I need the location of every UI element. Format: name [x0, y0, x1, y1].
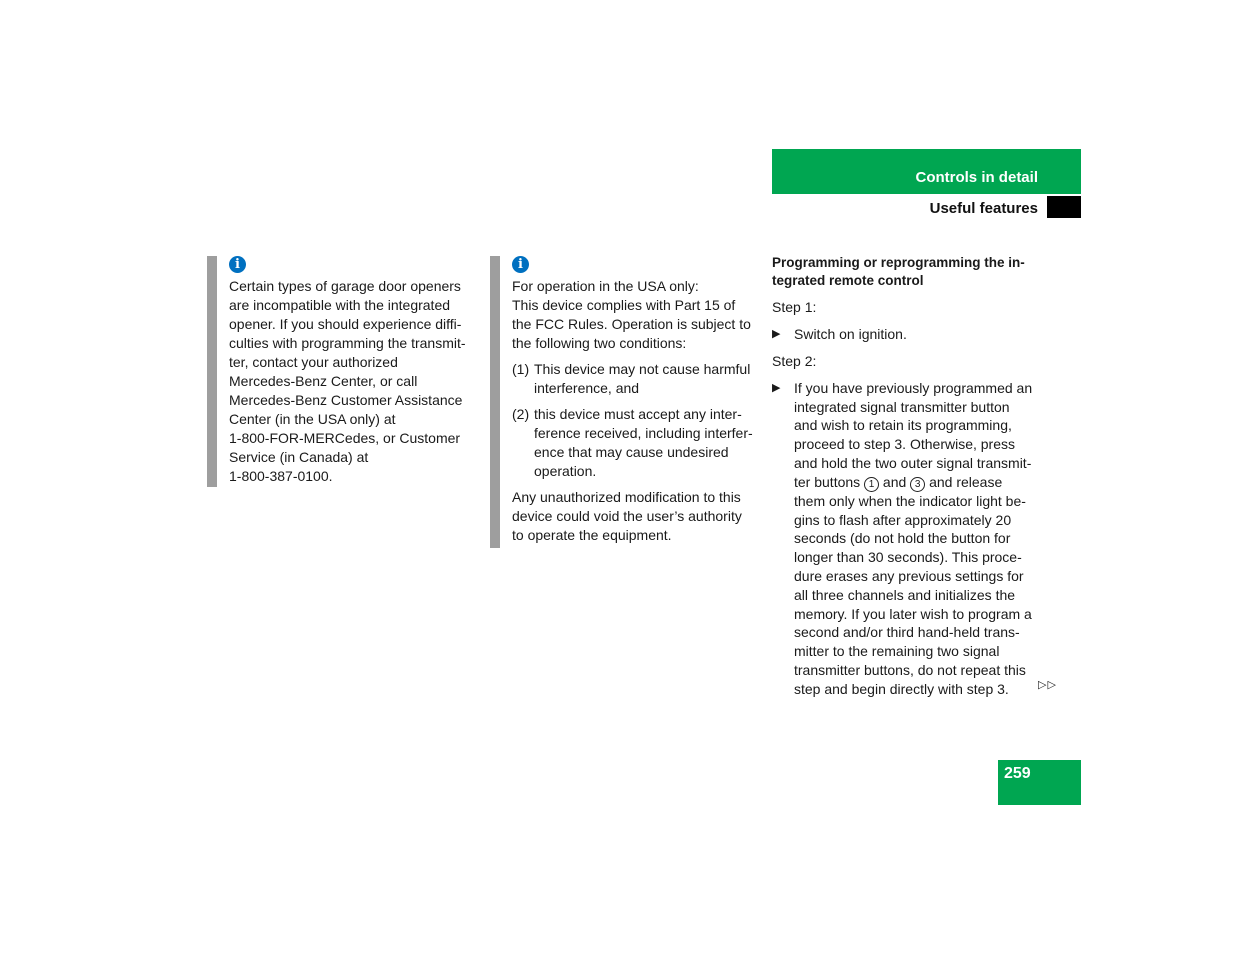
programming-section [772, 254, 1042, 699]
fcc-outro: Any unauthorized modification to this device could void the user’s authority to operate the equipment. [512, 489, 742, 543]
info-icon: i [229, 256, 246, 273]
page-number: 259 [1004, 765, 1031, 782]
step-2-label: Step 2: [772, 352, 817, 369]
section-header-bar [772, 149, 1081, 194]
section-title: Controls in detail [915, 169, 1038, 186]
info-icon: i [512, 256, 529, 273]
buttons-line: ter buttons 1 and 3 and release [794, 473, 1003, 490]
step-2-bullet: ▶ If you have previously programmed an integrated signal transmitter button and wish to retain its programming, proceed to step 3. Otherwise, press and hold the two outer signal transmit- ter buttons 1 and 3 and release them only when the indicator light be- gins to flash after approximately 20 seconds (do not hold the button for longer than 30 seconds). This proce- dure erases any previous settings for all three channels and initializes the memory. If you later wish to program a second and/or third hand-held trans- mitter to the remaining two signal transmitter buttons, do not repeat this step and begin directly with step 3. [772, 379, 1042, 699]
info-note-garage-opener [207, 256, 477, 488]
bullet-arrow-icon: ▶ [772, 328, 781, 340]
info-note-fcc [490, 256, 760, 550]
step-1-label: Step 1: [772, 299, 817, 315]
note-bar [490, 256, 500, 548]
bullet-arrow-icon: ▶ [772, 381, 781, 394]
fcc-condition-1: (1) This device may not cause harmful interference, and [512, 361, 751, 396]
fcc-intro: For operation in the USA only: This device complies with Part 15 of the FCC Rules. Operation is subject to the following two conditions: [512, 278, 751, 351]
note-text: Certain types of garage door openers are incompatible with the integrated opener. If you should experience diffi- culties with programming the transmit- ter, contact your authorized Mercedes-Benz Center, or call Mercedes-Benz Customer Assistance Center (in the USA only) at 1-800-FOR-MERCedes, or Customer Service (in Canada) at 1-800-387-0100. [229, 278, 466, 484]
note-bar [207, 256, 217, 487]
page-number-box [998, 760, 1081, 805]
subsection-header [772, 196, 1047, 218]
step-1-bullet: ▶ Switch on ignition. [772, 326, 907, 342]
subsection-title: Useful features [929, 200, 1038, 217]
fcc-condition-2: (2) this device must accept any inter- ference received, including interfer- ence that may cause undesired operation. [512, 406, 753, 479]
button-1-icon: 1 [864, 477, 879, 492]
continue-arrow-icon: ▷▷ [1038, 679, 1057, 691]
section-heading: Programming or reprogramming the in- tegrated remote control [772, 255, 1025, 288]
button-3-icon: 3 [910, 477, 925, 492]
header-marker-block [1047, 196, 1081, 218]
